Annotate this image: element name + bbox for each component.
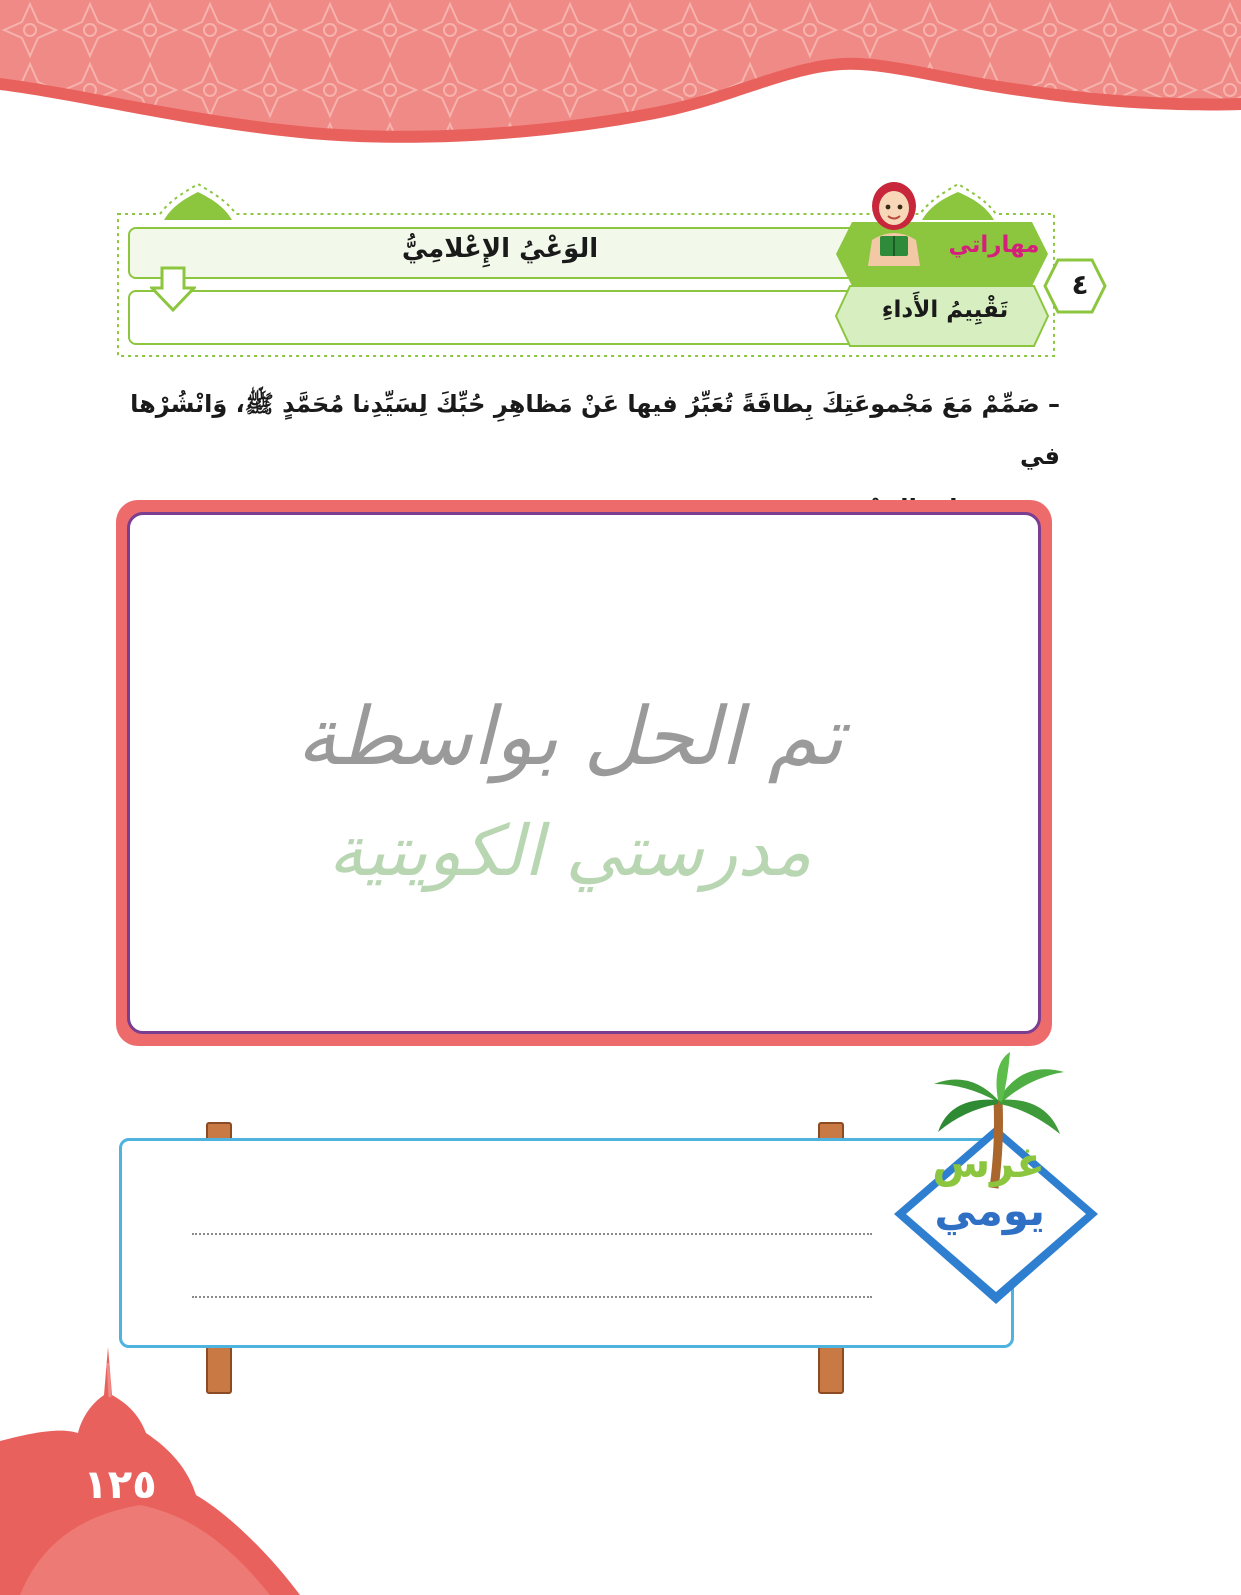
page-number: ١٢٥ (83, 1462, 157, 1508)
down-arrow-icon (150, 266, 196, 314)
answer-line-1[interactable] (192, 1233, 872, 1235)
watermark-line-1: تم الحل بواسطة (296, 690, 844, 783)
daily-seed-label-top: غرس (932, 1138, 1045, 1187)
top-decorative-banner (0, 0, 1241, 160)
reading-girl-avatar (862, 178, 926, 270)
skills-label: مهاراتي (948, 232, 1040, 258)
assessment-bar (128, 290, 864, 345)
daily-seed-label-bottom: يومي (934, 1186, 1045, 1235)
lesson-title: الوَعْيُ الإِعْلامِيُّ (401, 234, 599, 264)
daily-seed-board (119, 1138, 1014, 1348)
lesson-number: ٤ (1071, 268, 1089, 301)
watermark-line-2: مدرستي الكويتية (328, 810, 812, 892)
instruction-line-1: – صَمِّمْ مَعَ مَجْموعَتِكَ بِطاقَةً تُعَبِّرُ فيها عَنْ مَظاهِرِ حُبِّكَ لِسَيِّدِنا مُحَمَّدٍ ﷺ، وَانْشُرْها في (130, 390, 1060, 470)
assessment-label: تَقْيِيمُ الأَداءِ (881, 297, 1009, 323)
answer-line-2[interactable] (192, 1296, 872, 1298)
board-post-right-bottom (818, 1346, 844, 1394)
